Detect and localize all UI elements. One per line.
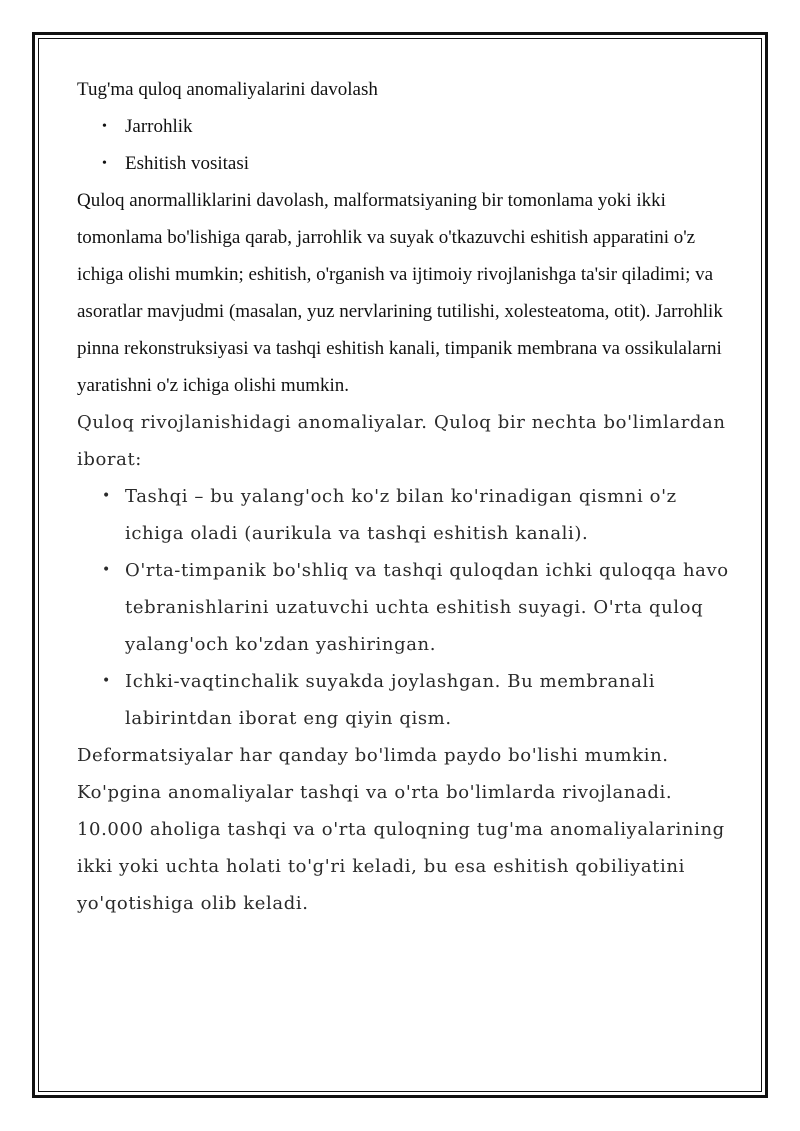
list-item: • Jarrohlik [77,108,737,145]
list-item: • O'rta-timpanik bo'shliq va tashqi quloqdan ichki quloqqa havo tebranishlarini uzatuvchi uchta eshitish suyagi. O'rta quloq yalang'och ko'zdan yashiringan. [77,552,737,663]
paragraph-deformations: Deformatsiyalar har qanday bo'limda paydo bo'lishi mumkin. Ko'pgina anomaliyalar tashqi va o'rta bo'limlarda rivojlanadi. 10.000 aholiga tashqi va o'rta quloqning tug'ma anomaliyalarining ikki yoki uchta holati to'g'ri keladi, bu esa eshitish qobiliyatini yo'qotishiga olib keladi. [77,745,725,914]
document-heading: Tug'ma quloq anomaliyalarini davolash [77,79,378,100]
treatment-list [77,108,737,182]
document-body [77,71,737,922]
list-item: • Eshitish vositasi [77,145,737,182]
paragraph-treatment: Quloq anormalliklarini davolash, malformatsiyaning bir tomonlama yoki ikki tomonlama bo'lishiga qarab, jarrohlik va suyak o'tkazuvchi eshitish apparatini o'z ichiga olishi mumkin; eshitish, o'rganish va ijtimoiy rivojlanishga ta'sir qiladimi; va asoratlar mavjudmi (masalan, yuz nervlarining tutilishi, xolesteatoma, otit). Jarrohlik pinna rekonstruksiyasi va tashqi eshitish kanali, timpanik membrana va ossikulalarni yaratishni o'z ichiga olishi mumkin. [77,190,723,396]
list-item: • Ichki-vaqtinchalik suyakda joylashgan. Bu membranali labirintdan iborat eng qiyin qism. [77,663,737,737]
ear-parts-list [77,478,737,737]
list-item: • Tashqi – bu yalang'och ko'z bilan ko'rinadigan qismni o'z ichiga oladi (aurikula va tashqi eshitish kanali). [77,478,737,552]
paragraph-development: Quloq rivojlanishidagi anomaliyalar. Quloq bir nechta bo'limlardan iborat: [77,412,726,470]
